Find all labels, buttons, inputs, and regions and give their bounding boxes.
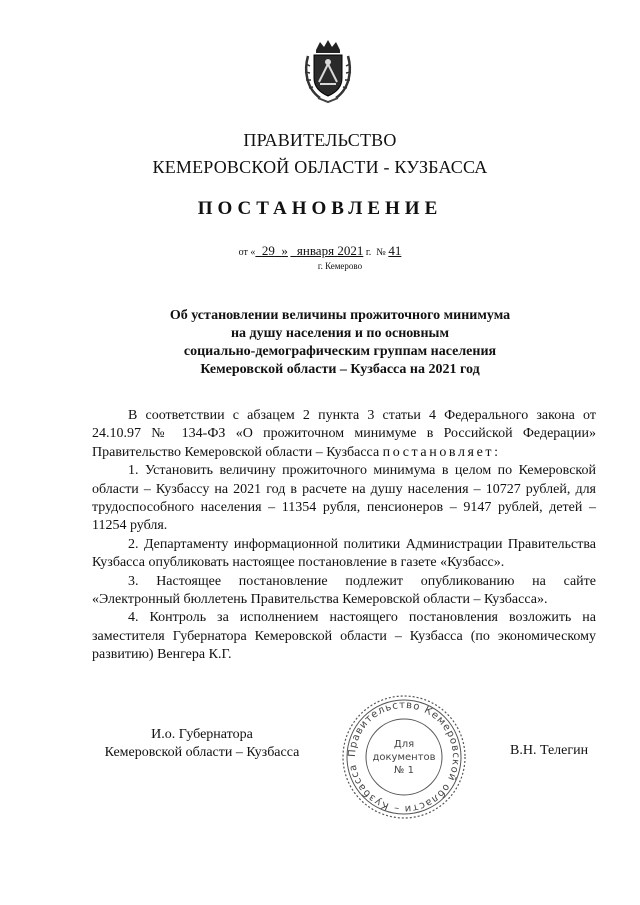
- heading-line: Кемеровской области – Кузбасса на 2021 год: [200, 362, 480, 377]
- coat-of-arms-emblem: [302, 38, 354, 104]
- position-line-1: И.о. Губернатора: [151, 727, 253, 742]
- heading-line: социально-демографическим группам населения: [183, 344, 497, 359]
- header-line-2: КЕМЕРОВСКОЙ ОБЛАСТИ - КУЗБАССА: [152, 157, 488, 177]
- date-line: [0, 243, 640, 259]
- heading-line: на душу населения и по основным: [230, 326, 450, 341]
- date-month: января 2021: [296, 243, 364, 258]
- document-heading: [0, 307, 640, 379]
- header-line-1: ПРАВИТЕЛЬСТВО: [243, 130, 397, 150]
- date-quote-close: »: [281, 243, 288, 258]
- clause-1: 1. Установить величину прожиточного минимума в целом по Кемеровской области – Кузбассу на 2021 год в расчете на душу населения – 10727 рублей, для трудоспособного населения – 11354 рубля, пенсионеров – 9147 рублей, детей – 11254 рубля.: [92, 463, 596, 534]
- clause-3: 3. Настоящее постановление подлежит опубликованию на сайте «Электронный бюллетень Правительства Кемеровской области – Кузбасса».: [92, 573, 596, 608]
- stamp-ring-text: Правительство Кемеровской области – Кузбасса: [346, 699, 462, 815]
- document-type-title: ПОСТАНОВЛЕНИЕ: [197, 198, 443, 219]
- signatory-position: [92, 726, 312, 762]
- date-year-suffix: г.: [365, 247, 372, 258]
- resolves-word: постановляет:: [382, 444, 501, 460]
- number-label: №: [376, 247, 386, 258]
- date-day: 29: [261, 243, 275, 258]
- stamp-center-line-3: № 1: [394, 765, 414, 776]
- position-line-2: Кемеровской области – Кузбасса: [104, 745, 300, 760]
- stamp-center-line-1: Для: [393, 739, 415, 750]
- clause-4: 4. Контроль за исполнением настоящего постановления возложить на заместителя Губернатора Кемеровской области – Кузбасса (по экономическому развитию) Венгера К.Г.: [92, 610, 596, 663]
- signatory-name: В.Н. Телегин: [510, 743, 589, 758]
- document-number: 41: [388, 243, 402, 258]
- official-stamp: [340, 693, 468, 821]
- document-body: [92, 407, 596, 665]
- heading-line: Об установлении величины прожиточного минимума: [169, 308, 511, 323]
- clause-2: 2. Департаменту информационной политики Администрации Правительства Кузбасса опубликовать настоящее постановление в газете «Кузбасс».: [92, 536, 596, 571]
- city-label: г. Кемерово: [317, 261, 363, 271]
- stamp-center-line-2: документов: [372, 752, 436, 763]
- date-prefix: от «: [238, 247, 256, 258]
- preamble-paragraph: В соответствии с абзацем 2 пункта 3 статьи 4 Федерального закона от 24.10.97 № 134-ФЗ «О прожиточном минимуме в Российской Федерации» Правительство Кемеровской области – Кузбасса постановляет:: [92, 408, 596, 460]
